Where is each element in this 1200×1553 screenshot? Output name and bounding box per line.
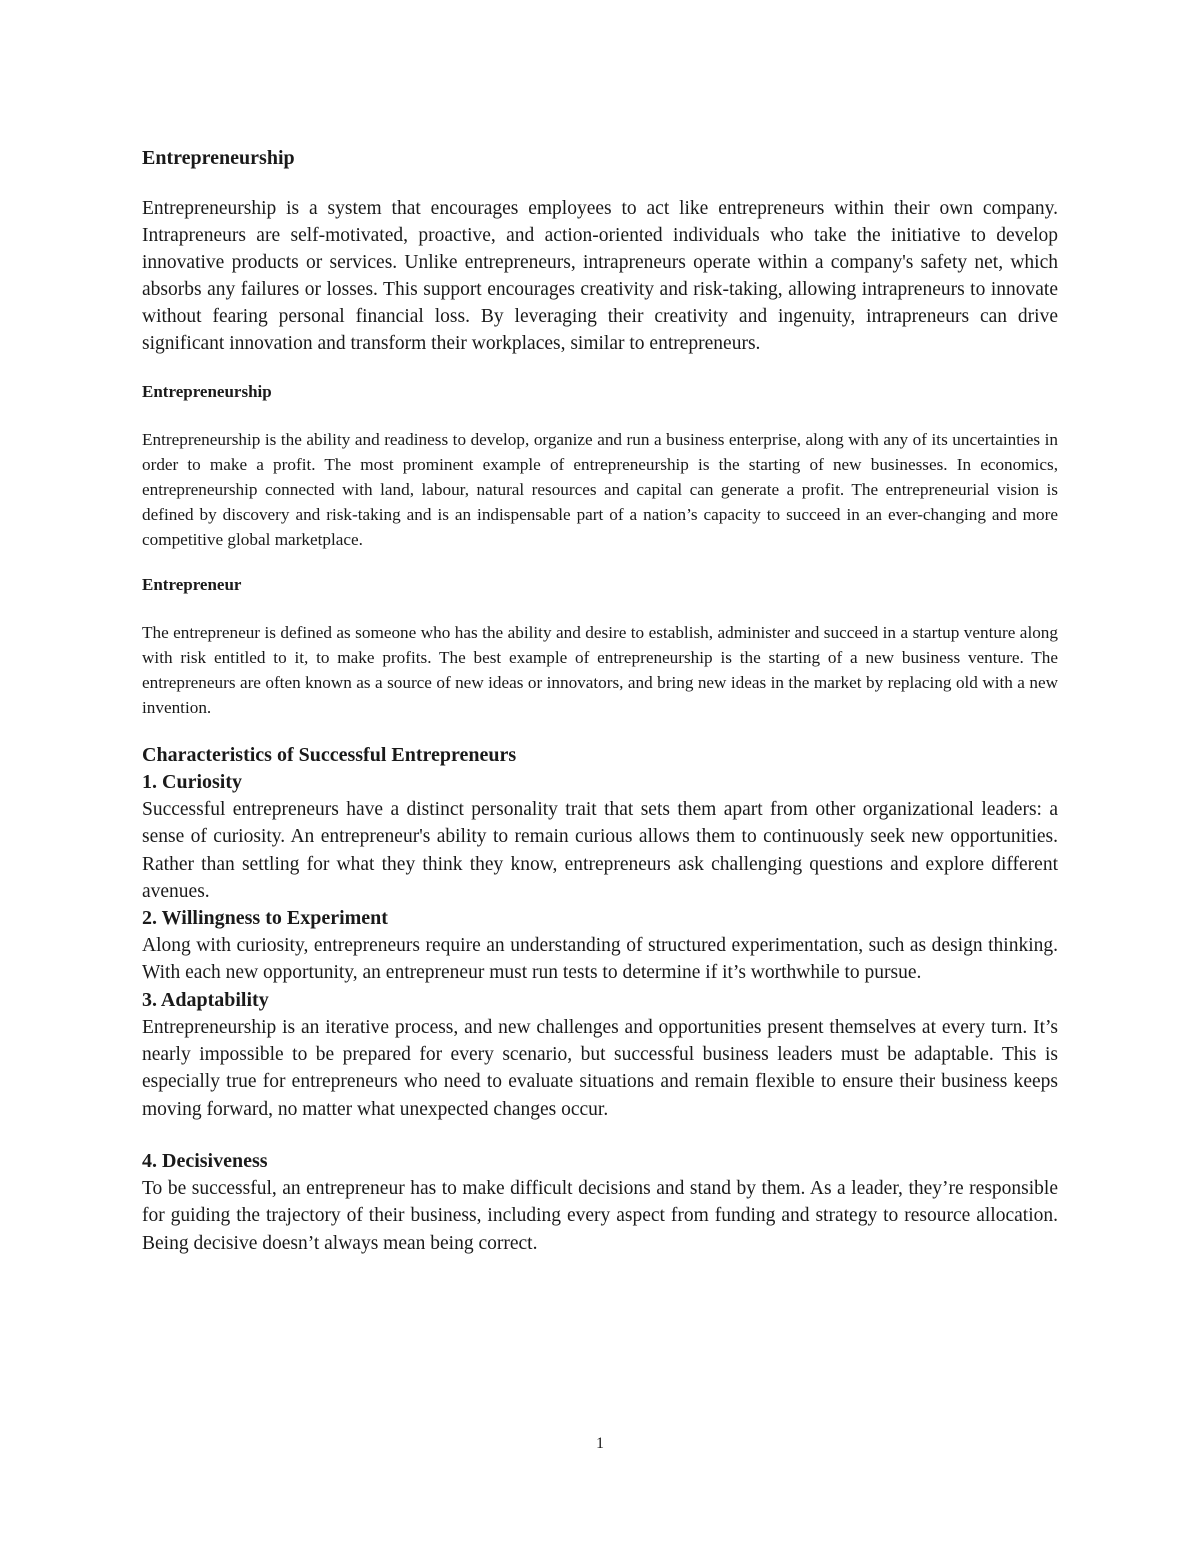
- section-body-entrepreneurship: Entrepreneurship is the ability and readiness to develop, organize and run a business enterprise, along with any of its uncertainties in order to make a profit. The most prominent example of entrepreneurship is the starting of new businesses. In economics, entrepreneurship connected with land, labour, natural resources and capital can generate a profit. The entrepreneurial vision is defined by discovery and risk-taking and is an indispensable part of a nation’s capacity to succeed in an ever-changing and more competitive global marketplace.: [142, 430, 1058, 549]
- trait-heading-adaptability: 3. Adaptability: [142, 988, 269, 1011]
- trait-body-curiosity: Successful entrepreneurs have a distinct personality trait that sets them apart from other organizational leaders: a sense of curiosity. An entrepreneur's ability to remain curious allows them to continuously seek new opportunities. Rather than settling for what they think they know, entrepreneurs ask challenging questions and explore different avenues.: [142, 799, 1058, 902]
- trait-heading-experiment: 2. Willingness to Experiment: [142, 907, 388, 930]
- trait-body-experiment: Along with curiosity, entrepreneurs require an understanding of structured experimentation, such as design thinking. With each new opportunity, an entrepreneur must run tests to determine if it’s worthwhile to pursue.: [142, 935, 1058, 984]
- section-heading-entrepreneur: Entrepreneur: [142, 575, 242, 594]
- intro-paragraph: Entrepreneurship is a system that encourages employees to act like entrepreneurs within their own company. Intrapreneurs are self-motivated, proactive, and action-oriented individuals who take the initiative to develop innovative products or services. Unlike entrepreneurs, intrapreneurs operate within a company's safety net, which absorbs any failures or losses. This support encourages creativity and risk-taking, allowing intrapreneurs to innovate without fearing personal financial loss. By leveraging their creativity and ingenuity, intrapreneurs can drive significant innovation and transform their workplaces, similar to entrepreneurs.: [142, 198, 1058, 354]
- trait-body-adaptability: Entrepreneurship is an iterative process, and new challenges and opportunities present themselves at every turn. It’s nearly impossible to be prepared for every scenario, but successful business leaders must be adaptable. This is especially true for entrepreneurs who need to evaluate situations and remain flexible to ensure their business keeps moving forward, no matter what unexpected changes occur.: [142, 1016, 1058, 1120]
- section-heading-entrepreneurship: Entrepreneurship: [142, 382, 272, 401]
- trait-heading-decisiveness: 4. Decisiveness: [142, 1149, 268, 1172]
- page-content: [142, 145, 1058, 1257]
- page-number: 1: [596, 1435, 604, 1452]
- document-title: Entrepreneurship: [142, 147, 295, 169]
- trait-body-decisiveness: To be successful, an entrepreneur has to make difficult decisions and stand by them. As a leader, they’re responsible for guiding the trajectory of their business, including every aspect from funding and strategy to resource allocation. Being decisive doesn’t always mean being correct.: [142, 1177, 1058, 1254]
- characteristics-heading: Characteristics of Successful Entrepreneurs: [142, 744, 517, 766]
- section-body-entrepreneur: The entrepreneur is defined as someone who has the ability and desire to establish, administer and succeed in a startup venture along with risk entitled to it, to make profits. The best example of entrepreneurship is the starting of a new business venture. The entrepreneurs are often known as a source of new ideas or innovators, and bring new ideas in the market by replacing old with a new invention.: [142, 623, 1058, 717]
- trait-heading-curiosity: 1. Curiosity: [142, 771, 242, 793]
